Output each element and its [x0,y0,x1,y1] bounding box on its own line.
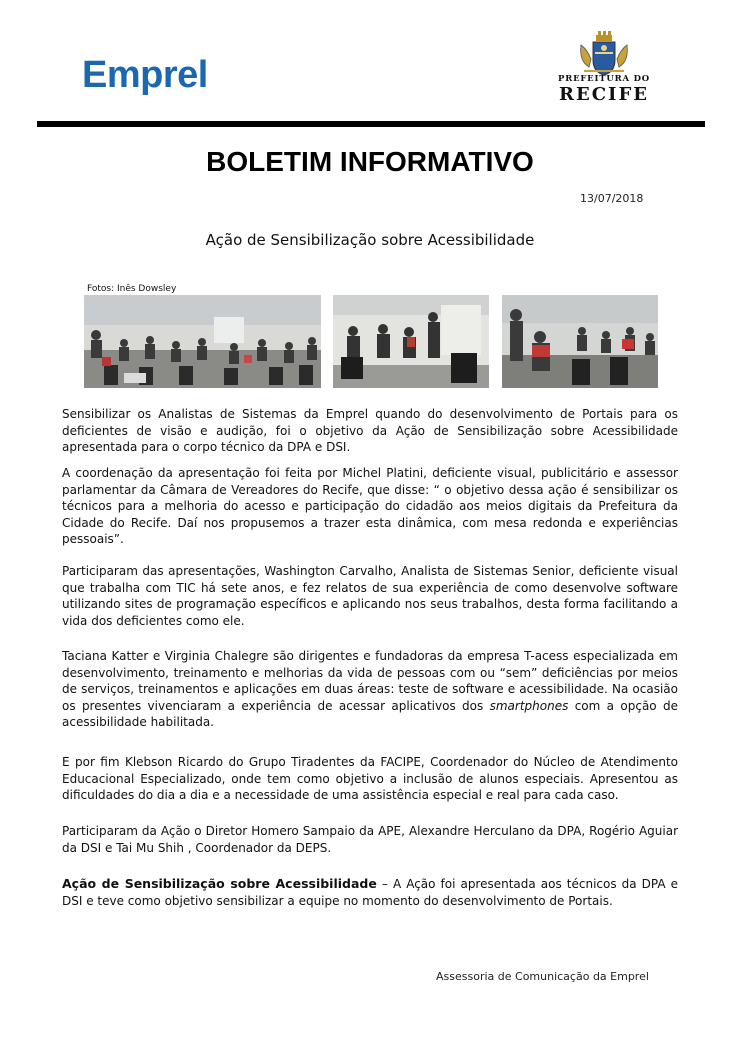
paragraph-5 [62,754,678,804]
event-photo-3 [502,295,658,388]
paragraph-2 [62,465,678,548]
photo-credit: Fotos: Inês Dowsley [87,284,177,294]
prefeitura-label: PREFEITURA DO [558,74,650,84]
event-photo-1 [84,295,321,388]
paragraph-7-lead: Ação de Sensibilização sobre Acessibilidade [62,876,377,891]
paragraph-1 [62,406,678,456]
paragraph-1-text: Sensibilizar os Analistas de Sistemas da Emprel quando do desenvolvimento de Portais para os deficientes de visão e audição, foi o objetivo da Ação de Sensibilização sobre Acessibilidade apresentada para o corpo técnico da DPA e DSI. [62,407,678,455]
footer-signature: Assessoria de Comunicação da Emprel [436,970,649,983]
emprel-logo: Emprel [82,54,208,96]
paragraph-3-text: Participaram das apresentações, Washington Carvalho, Analista de Sistemas Senior, deficiente visual que trabalha com TIC há sete anos, e fez relatos de sua experiência de como desenvolve software utilizando sites de programação específicos e aplicando nos seus trabalhos, desta forma facilitando a vida dos deficientes como ele. [62,564,678,628]
paragraph-3 [62,563,678,629]
paragraph-4-text-b: com a opção de acessibilidade habilitada. [62,698,678,730]
recife-label: RECIFE [559,84,649,105]
header-rule [37,121,705,127]
page-title: BOLETIM INFORMATIVO [206,146,534,177]
paragraph-7 [62,876,678,909]
recife-crest-icon [576,31,632,77]
paragraph-4-emphasis: smartphones [489,698,569,713]
paragraph-5-text: E por fim Klebson Ricardo do Grupo Tiradentes da FACIPE, Coordenador do Núcleo de Atendimento Educacional Especializado, onde tem como objetivo a inclusão de alunos especiais. Apresentou as dificuldades do dia a dia e a necessidade de uma assistência especial e real para cada caso. [62,755,678,803]
paragraph-4-text-a: Taciana Katter e Virginia Chalegre são dirigentes e fundadoras da empresa T-acess especializada em desenvolvimento, treinamento e melhorias da vida de pessoas com ou “sem” deficiências por meios de serviços, treinamentos e aplicações em duas áreas: teste de software e acessibilidade. Na ocasião os presentes vivenciaram a experiência de acessar aplicativos dos [62,649,678,713]
paragraph-6 [62,823,678,856]
publish-date: 13/07/2018 [580,192,644,205]
paragraph-2-text: A coordenação da apresentação foi feita por Michel Platini, deficiente visual, publicitário e assessor parlamentar da Câmara de Vereadores do Recife, que disse: “ o objetivo dessa ação é sensibilizar os técnicos para a melhoria do acesso e participação do cidadão aos meios digitais da Prefeitura da Cidade do Recife. Daí nos propusemos a trazer esta dinâmica, com mesa redonda e experiências pessoais”. [62,466,678,547]
paragraph-6-text: Participaram da Ação o Diretor Homero Sampaio da APE, Alexandre Herculano da DPA, Rogério Aguiar da DSI e Tai Mu Shih , Coordenador da DEPS. [62,824,678,855]
article-subtitle: Ação de Sensibilização sobre Acessibilidade [205,231,535,249]
event-photo-2 [333,295,489,388]
paragraph-4 [62,648,678,731]
paragraph-7-text: – A Ação foi apresentada aos técnicos da DPA e DSI e teve como objetivo sensibilizar a equipe no momento do desenvolvimento de Portais. [62,877,678,908]
